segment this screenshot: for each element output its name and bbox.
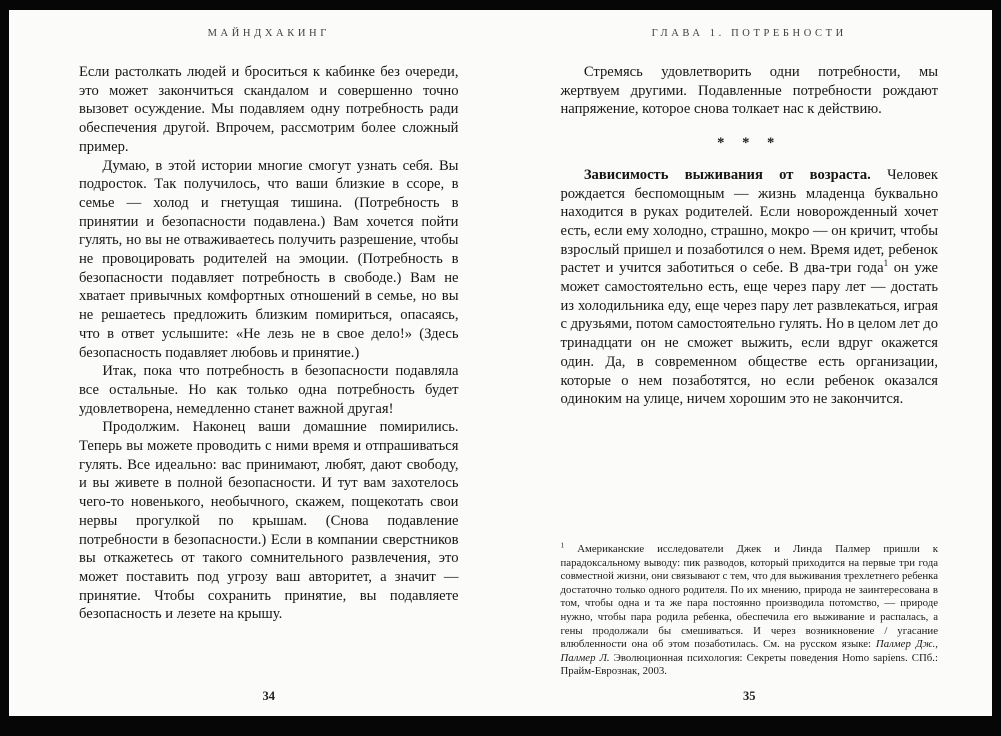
section-text: он уже может самостоятельно есть, еще через пару лет — достать из холодильника еду, еще через пару лет развлекаться, играя с друзьями, потом самостоятельно гулять. Но в целом лет до тринадцати он не сможет выжить, если вдруг окажется один. Да, в современном обществе есть организации, которые о нем позаботятся, но если ребенок оказался одиноким на улице, ничем хорошим это не закончится. (560, 260, 938, 408)
paragraph: Стремясь удовлетворить одни потребности, мы жертвуем другими. Подавленные потребности рождают напряжение, которое снова толкает нас к действию. (560, 64, 938, 118)
section-separator: * * * (717, 135, 782, 152)
running-head-book-title: МАЙНДХАКИНГ (207, 28, 330, 39)
page-number-left: 34 (262, 689, 275, 703)
footnote (561, 533, 939, 679)
book-spread (9, 10, 992, 716)
footnote-authors: Палмер Дж., Палмер Л. (560, 638, 939, 664)
footnote-marker: 1 (560, 540, 565, 550)
right-page-body (561, 63, 939, 679)
left-page (9, 10, 501, 716)
right-page (501, 10, 993, 716)
left-page-body (79, 63, 459, 679)
page-number-right: 35 (743, 689, 756, 703)
paragraph (561, 166, 939, 409)
footnote-text: Эволюционная психология: Секреты поведения Homo sapiens. СПб.: Прайм-Еврознак, 2003. (560, 651, 938, 678)
paragraph: Продолжим. Наконец ваши домашние помирились. Теперь вы можете проводить с ними время и отпрашиваться гулять. Все идеально: вас принимают, любят, дают свободу, и вы живете в полной безопасности. И тут вам захотелось чего-то новенького, необычного, скажем, пощекотать свои нервы прогулкой по крышам. (Снова подавление потребности в безопасности.) Если в компании сверстников вы откажетесь от такого сомнительного развлечения, это может поставить под угрозу ваш авторитет, а значит — принятие. Чтобы сохранить принятие, вы подавляете безопасность и лезете на крышу. (79, 419, 459, 623)
paragraph: Итак, пока что потребность в безопасности подавляла все остальные. Но как только одна потребность будет удовлетворена, немедленно станет важной другая! (79, 363, 459, 417)
footnote-text: Американские исследователи Джек и Линда Палмер пришли к парадоксальному выводу: пик разводов, который приходится на первые три года совместной жизни, они связывают с тем, что для выживания трехлетнего ребенка достаточно только одного родителя. По их мнению, природа не заинтересована в том, чтобы одна и та же пара постоянно производила потомство, — природе нужно, чтобы пара родила ребенка, обеспечила его выживание и распалась, а гены продолжали бы смешиваться. И через возникновение / угасание влюбленности она об этом позаботилась. См. на русском языке: (560, 543, 938, 651)
running-head-chapter-title: ГЛАВА 1. ПОТРЕБНОСТИ (651, 28, 847, 39)
paragraph: Если растолкать людей и броситься к кабинке без очереди, это может закончиться скандалом и совершенно точно вызовет осуждение. Мы подавляем одну потребность ради обеспечения другой. Впрочем, рассмотрим более сложный пример. (79, 64, 459, 155)
footnote-reference: 1 (883, 258, 889, 269)
section-heading: Зависимость выживания от возраста. (583, 166, 871, 183)
paragraph: Думаю, в этой истории многие смогут узнать себя. Вы подросток. Так получилось, что ваши близкие в ссоре, в семье — холод и гнетущая тишина. (Потребность в принятии и безопасности подавлена.) Вам хочется пойти гулять, но вы не отваживаетесь получить разрешение, чтобы не провоцировать родителей на эмоции. (Потребность в безопасности подавляет потребность в свободе.) Вам не хватает привычных комфортных отношений в семье, но вы не решаетесь предложить близким помириться, опасаясь, что в ответ услышите: «Не лезь не в свое дело!» (Здесь безопасность подавляет любовь и принятие.) (79, 157, 459, 361)
section-text: Человек рождается беспомощным — жизнь младенца буквально находится в руках родителей. Если новорожденный хочет есть, если ему холодно, страшно, мокро — он кричит, чтобы взрослый пришел и позаботился о нем. Время идет, ребенок растет и учится заботиться о себе. В два-три года (560, 166, 938, 277)
